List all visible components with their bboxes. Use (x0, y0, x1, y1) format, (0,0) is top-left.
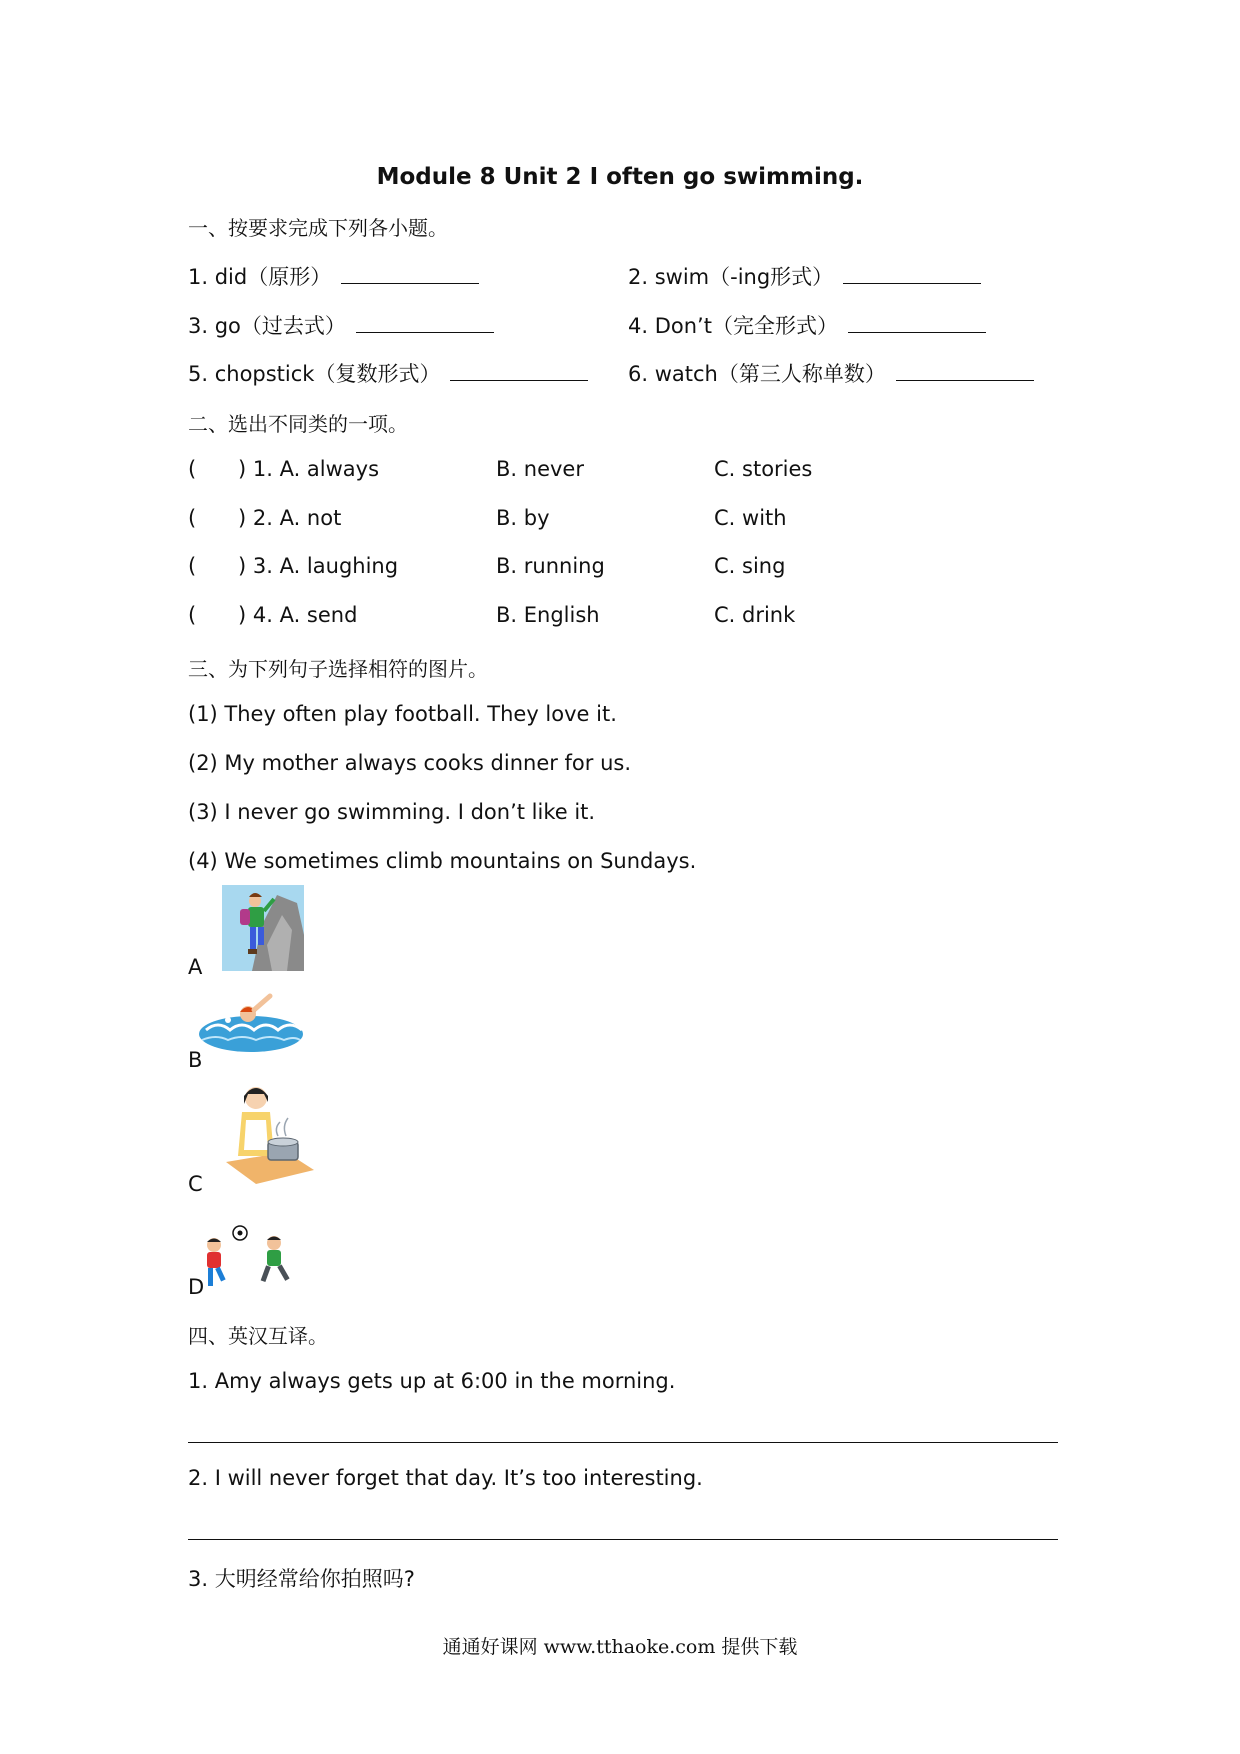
choice-c: C. drink (714, 603, 796, 627)
answer-line[interactable] (188, 1442, 1058, 1443)
section1-heading: 一、按要求完成下列各小题。 (188, 216, 448, 240)
climbing-icon (222, 885, 304, 971)
choice-c: C. stories (714, 457, 813, 481)
footer: 通通好课网 www.tthaoke.com 提供下载 (442, 1636, 798, 1658)
question-label: 4. Don’t（完全形式） (628, 314, 838, 338)
cooking-icon (226, 1080, 314, 1184)
sentence: (4) We sometimes climb mountains on Sundays. (188, 849, 697, 873)
choice-c: C. sing (714, 554, 786, 578)
choice-paren[interactable]: ( (188, 506, 197, 530)
choice-b: B. by (496, 506, 550, 530)
choice-paren[interactable]: ( (188, 603, 197, 627)
question-label: 1. did（原形） (188, 265, 332, 289)
question-item (628, 310, 986, 340)
choice-b: B. English (496, 603, 600, 627)
question-item (628, 261, 981, 291)
section4-heading: 四、英汉互译。 (188, 1324, 328, 1348)
swimming-icon (198, 990, 304, 1056)
question-label: 5. chopstick（复数形式） (188, 362, 441, 386)
answer-blank[interactable] (848, 312, 986, 333)
question-item (188, 358, 588, 388)
picture-label: C (188, 1172, 203, 1196)
question-item (188, 310, 494, 340)
answer-blank[interactable] (896, 360, 1034, 381)
page-title: Module 8 Unit 2 I often go swimming. (376, 164, 864, 190)
choice-a: ) 2. A. not (238, 506, 342, 530)
sentence: (1) They often play football. They love it. (188, 702, 617, 726)
section2-heading: 二、选出不同类的一项。 (188, 412, 408, 436)
choice-c: C. with (714, 506, 787, 530)
question-item (628, 358, 1034, 388)
picture-label: B (188, 1048, 203, 1072)
answer-line[interactable] (188, 1539, 1058, 1540)
choice-a: ) 1. A. always (238, 457, 380, 481)
choice-a: ) 4. A. send (238, 603, 358, 627)
question-label: 3. go（过去式） (188, 314, 346, 338)
answer-blank[interactable] (843, 263, 981, 284)
choice-b: B. running (496, 554, 605, 578)
answer-blank[interactable] (450, 360, 588, 381)
answer-blank[interactable] (341, 263, 479, 284)
sentence: (2) My mother always cooks dinner for us. (188, 751, 632, 775)
translation-item: 1. Amy always gets up at 6:00 in the morning. (188, 1369, 676, 1393)
translation-item: 3. 大明经常给你拍照吗? (188, 1567, 415, 1591)
question-label: 2. swim（-ing形式） (628, 265, 834, 289)
football-icon (200, 1225, 312, 1295)
translation-item: 2. I will never forget that day. It’s too interesting. (188, 1466, 703, 1490)
choice-a: ) 3. A. laughing (238, 554, 399, 578)
picture-label: A (188, 955, 203, 979)
question-label: 6. watch（第三人称单数） (628, 362, 886, 386)
section3-heading: 三、为下列句子选择相符的图片。 (188, 657, 488, 681)
question-item (188, 261, 479, 291)
picture-label: D (188, 1275, 205, 1299)
choice-b: B. never (496, 457, 584, 481)
answer-blank[interactable] (356, 312, 494, 333)
choice-paren[interactable]: ( (188, 554, 197, 578)
sentence: (3) I never go swimming. I don’t like it. (188, 800, 596, 824)
choice-paren[interactable]: ( (188, 457, 197, 481)
